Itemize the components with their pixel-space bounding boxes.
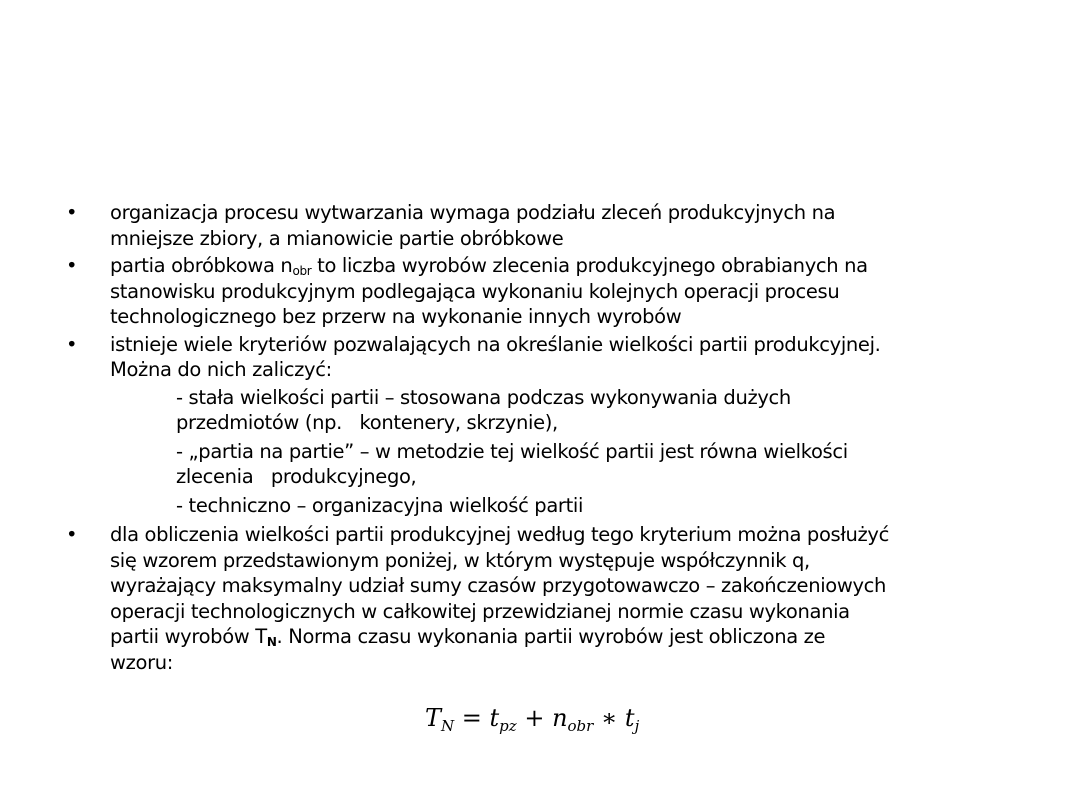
bullet-2-text-pre: partia obróbkowa n	[110, 254, 293, 277]
bullet-4-line-5	[110, 624, 1026, 650]
sub-item-2	[66, 439, 1026, 490]
formula-tpz-symbol: t	[489, 704, 500, 732]
bullet-2-line-1	[110, 253, 1026, 279]
formula-plus: +	[516, 704, 553, 732]
formula-n-subscript: N	[441, 717, 455, 735]
bullet-1-line-1: organizacja procesu wytwarzania wymaga podziału zleceń produkcyjnych na	[110, 201, 836, 224]
sub-item-1-line-2: przedmiotów (np. kontenery, skrzynie),	[176, 411, 558, 434]
bullet-2-line-3: technologicznego bez przerw na wykonanie innych wyrobów	[110, 305, 682, 328]
bullet-item-1	[66, 200, 1026, 251]
bullet-icon: •	[66, 254, 78, 277]
formula-j-subscript: j	[634, 717, 640, 735]
bullet-4-line-3: wyrażający maksymalny udział sumy czasów przygotowawczo – zakończeniowych	[110, 574, 887, 597]
bullet-4-line-1: dla obliczenia wielkości partii produkcyjnej według tego kryterium można posłużyć	[110, 523, 889, 546]
sub-item-2-line-2: zlecenia produkcyjnego,	[176, 465, 417, 488]
bullet-4-text-post: . Norma czasu wykonania partii wyrobów jest obliczona ze	[276, 625, 826, 648]
bullet-3-line-2: Można do nich zaliczyć:	[110, 358, 332, 381]
formula-n-symbol: n	[552, 704, 568, 732]
bullet-list	[66, 200, 1026, 677]
formula-equals: =	[454, 704, 490, 732]
bullet-2-line-2: stanowisku produkcyjnym podlegająca wykonaniu kolejnych operacji procesu	[110, 279, 840, 303]
sub-item-3	[66, 493, 1026, 519]
formula-t-symbol: T	[425, 704, 442, 732]
bullet-item-4	[66, 522, 1026, 675]
sub-item-2-line-1: - „partia na partie” – w metodzie tej wielkość partii jest równa wielkości	[176, 439, 848, 463]
formula-times: ∗	[593, 704, 625, 732]
bullet-4-line-2: się wzorem przedstawionym poniżej, w którym występuje współczynnik q,	[110, 548, 810, 572]
bullet-2-text-post: to liczba wyrobów zlecenia produkcyjnego obrabianych na	[311, 254, 868, 277]
bullet-item-3	[66, 332, 1026, 383]
bullet-icon: •	[66, 523, 78, 546]
nobr-subscript: obr	[292, 264, 312, 278]
bullet-icon: •	[66, 332, 78, 356]
tn-subscript: N	[266, 635, 277, 649]
bullet-3-line-1: istnieje wiele kryteriów pozwalających na określanie wielkości partii produkcyjnej.	[110, 332, 881, 356]
bullet-item-2	[66, 253, 1026, 330]
bullet-4-line-4: operacji technologicznych w całkowitej przewidzianej normie czasu wykonania	[110, 599, 850, 623]
bullet-4-line-6: wzoru:	[110, 650, 173, 674]
formula	[425, 704, 685, 735]
formula-tj-symbol: t	[624, 704, 635, 732]
bullet-icon: •	[66, 201, 78, 224]
formula-pz-subscript: pz	[499, 717, 517, 735]
sub-item-1	[66, 385, 1026, 436]
sub-item-3-line-1: - techniczno – organizacyjna wielkość partii	[176, 493, 584, 517]
sub-item-1-line-1: - stała wielkości partii – stosowana podczas wykonywania dużych	[176, 385, 791, 409]
formula-obr-subscript: obr	[567, 717, 594, 735]
bullet-1-line-2: mniejsze zbiory, a mianowicie partie obróbkowe	[110, 226, 564, 250]
bullet-4-text-pre: partii wyrobów T	[110, 625, 267, 648]
